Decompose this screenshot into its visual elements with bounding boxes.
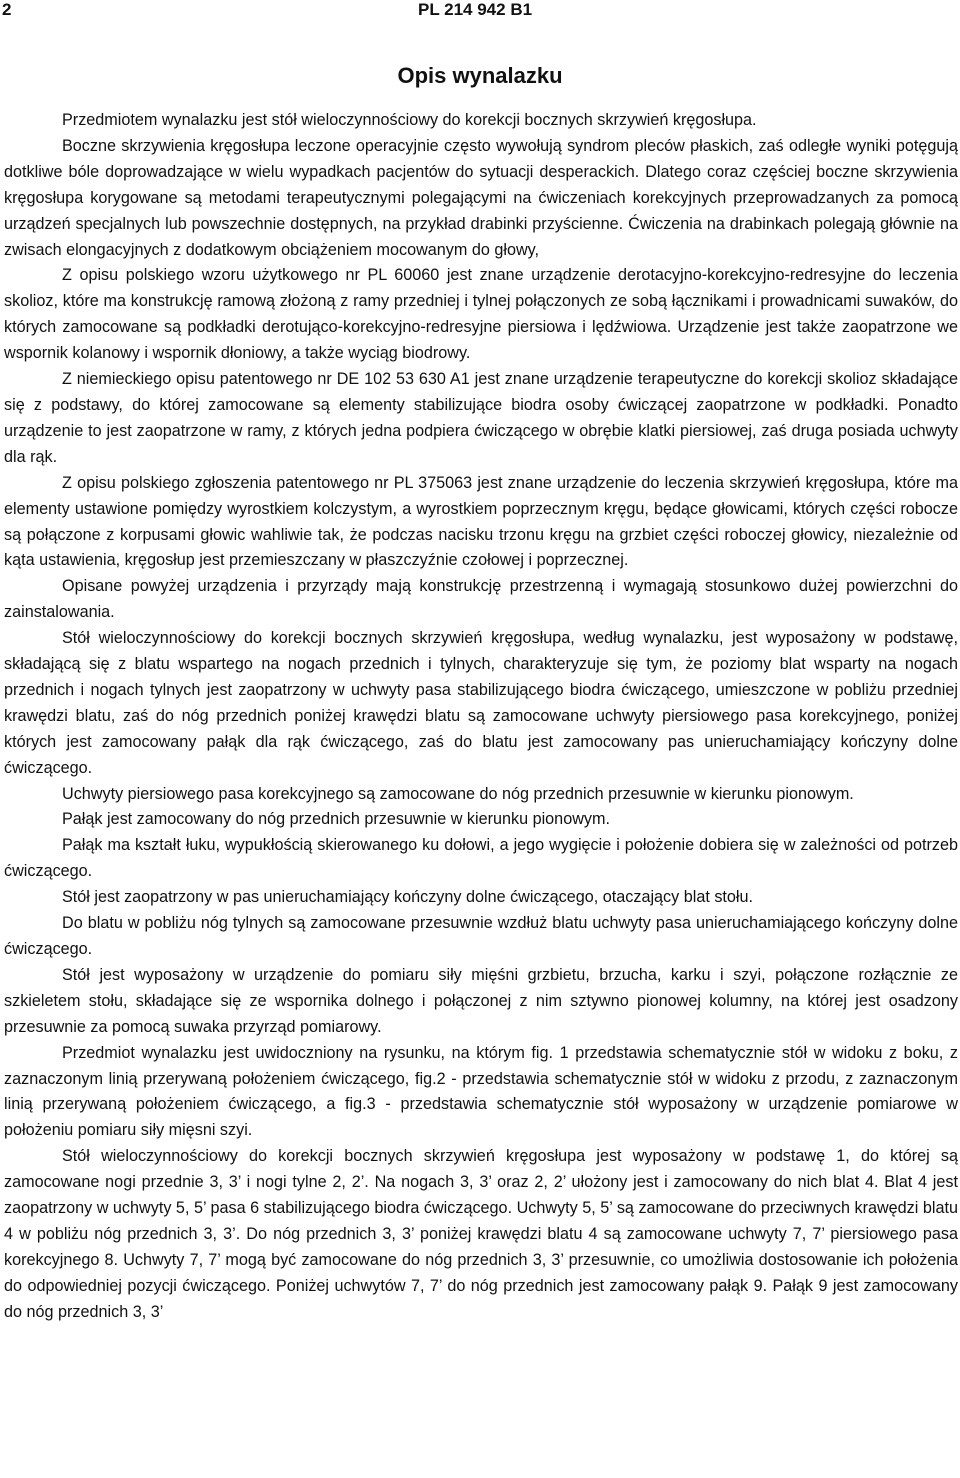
paragraph: Przedmiotem wynalazku jest stół wieloczynnościowy do korekcji bocznych skrzywień kręgosłupa. bbox=[62, 111, 757, 129]
page-title: Opis wynalazku bbox=[397, 63, 563, 88]
paragraph: Uchwyty piersiowego pasa korekcyjnego są zamocowane do nóg przednich przesuwnie w kierunku pionowym. bbox=[62, 784, 854, 803]
paragraph: Z opisu polskiego zgłoszenia patentowego nr PL 375063 jest znane urządzenie do leczenia skrzywień kręgosłupa, które ma elementy ustawione pomiędzy wyrostkiem kolczystym, a wyrostkiem poprzecznym kręgu, będące głowicami, których części robocze są połączone z korpusami głowic wahliwie tak, że podczas nacisku trzonu kręgu na grzbiet części roboczej głowicy, niezależnie od kąta ustawienia, kręgosłup jest przemieszczany w płaszczyźnie czołowej i poprzecznej. bbox=[4, 473, 958, 570]
paragraph: Do blatu w pobliżu nóg tylnych są zamocowane przesuwnie wzdłuż blatu uchwyty pasa unieruchamiającego kończyny dolne ćwiczącego. bbox=[4, 914, 958, 958]
paragraph: Z opisu polskiego wzoru użytkowego nr PL 60060 jest znane urządzenie derotacyjno-korekcyjno-redresyjne do leczenia skolioz, które ma konstrukcję ramową złożoną z ramy przedniej i tylnej połączonych ze sobą łącznikami i prowadnicami suwaków, do których zamocowane są podkładki derotująco-korekcyjno-redresyjne piersiowa i lędźwiowa. Urządzenie jest także zaopatrzone we wspornik kolanowy i wspornik dłoniowy, a także wyciąg biodrowy. bbox=[4, 266, 958, 363]
page-header bbox=[0, 0, 960, 26]
paragraph: Stół wieloczynnościowy do korekcji bocznych skrzywień kręgosłupa, według wynalazku, jest wyposażony w podstawę, składającą się z blatu wspartego na nogach przednich i tylnych, charakteryzuje się tym, że poziomy blat wsparty na nogach przednich i nogach tylnych jest zaopatrzony w uchwyty pasa stabilizującego biodra ćwiczącego, umieszczone w pobliżu przedniej krawędzi blatu, zaś do nóg przednich poniżej krawędzi blatu są zamocowane uchwyty piersiowego pasa korekcyjnego, poniżej których jest zamocowany pałąk dla rąk ćwiczącego, zaś do blatu jest zamocowany pas unieruchamiający kończyny dolne ćwiczącego. bbox=[4, 629, 958, 777]
paragraph: Z niemieckiego opisu patentowego nr DE 102 53 630 A1 jest znane urządzenie terapeutyczne do korekcji skolioz składające się z podstawy, do której zamocowane są elementy stabilizujące biodra osoby ćwiczącej zaopatrzone w podkładki. Ponadto urządzenie to jest zaopatrzone w ramy, z których jedna podpiera ćwiczącego w obrębie klatki piersiowej, zaś druga posiada uchwyty dla rąk. bbox=[4, 370, 958, 466]
document-code: PL 214 942 B1 bbox=[418, 0, 533, 19]
paragraph: Opisane powyżej urządzenia i przyrządy mają konstrukcję przestrzenną i wymagają stosunkowo dużej powierzchni do zainstalowania. bbox=[4, 577, 958, 622]
paragraph: Stół wieloczynnościowy do korekcji bocznych skrzywień kręgosłupa jest wyposażony w podstawę 1, do której są zamocowane nogi przednie 3, 3’ i nogi tylne 2, 2’. Na nogach 3, 3’ oraz 2, 2’ ułożony jest i zamocowany do nich blat 4. Blat 4 jest zaopatrzony w uchwyty 5, 5’ pasa 6 stabilizującego biodra ćwiczącego. Uchwyty 5, 5’ są zamocowane do przeciwnych krawędzi blatu 4 w pobliżu nóg przednich 3, 3’. Do nóg przednich 3, 3’ poniżej krawędzi blatu 4 są zamocowane uchwyty 7, 7’ piersiowego pasa korekcyjnego 8. Uchwyty 7, 7’ mogą być zamocowane do nóg przednich 3, 3’ przesuwnie, co umożliwia dostosowanie ich położenia do odpowiedniej pozycji ćwiczącego. Poniżej uchwytów 7, 7’ do nóg przednich jest zamocowany pałąk 9. Pałąk 9 jest zamocowany do nóg przednich 3, 3’ bbox=[4, 1147, 958, 1321]
paragraph: Boczne skrzywienia kręgosłupa leczone operacyjnie często wywołują syndrom pleców płaskich, zaś odległe wyniki potęgują dotkliwe bóle doprowadzające w wielu wypadkach pacjentów do sytuacji desperackich. Dlatego coraz częściej boczne skrzywienia kręgosłupa korygowane są metodami terapeutycznymi polegającymi na ćwiczeniach korekcyjnych przeprowadzanych za pomocą urządzeń specjalnych lub powszechnie dostępnych, na przykład drabinki przyścienne. Ćwiczenia na drabinkach polegają głównie na zwisach elongacyjnych z dodatkowym obciążeniem mocowanym do głowy, bbox=[4, 136, 958, 259]
paragraph: Pałąk ma kształt łuku, wypukłością skierowanego ku dołowi, a jego wygięcie i położenie dobiera się w zależności od potrzeb ćwiczącego. bbox=[4, 836, 958, 881]
paragraph: Stół jest wyposażony w urządzenie do pomiaru siły mięśni grzbietu, brzucha, karku i szyi, połączone rozłącznie ze szkieletem stołu, składające się ze wspornika dolnego i połączonej z nim sztywno pionowej kolumny, na której jest osadzony przesuwnie za pomocą suwaka przyrząd pomiarowy. bbox=[4, 965, 958, 1036]
page-number: 2 bbox=[2, 0, 12, 19]
paragraph: Stół jest zaopatrzony w pas unieruchamiający kończyny dolne ćwiczącego, otaczający blat stołu. bbox=[62, 888, 754, 907]
paragraph: Pałąk jest zamocowany do nóg przednich przesuwnie w kierunku pionowym. bbox=[62, 810, 610, 829]
document-body bbox=[4, 108, 958, 1326]
paragraph: Przedmiot wynalazku jest uwidoczniony na rysunku, na którym fig. 1 przedstawia schematycznie stół w widoku z boku, z zaznaczonym linią przerywaną położeniem ćwiczącego, fig.2 - przedstawia schematycznie stół w widoku z przodu, z zaznaczonym linią przerywaną położeniem ćwiczącego, a fig.3 - przedstawia schematycznie stół wyposażony w urządzenie pomiarowe w położeniu pomiaru siły mięsni szyi. bbox=[4, 1043, 958, 1140]
